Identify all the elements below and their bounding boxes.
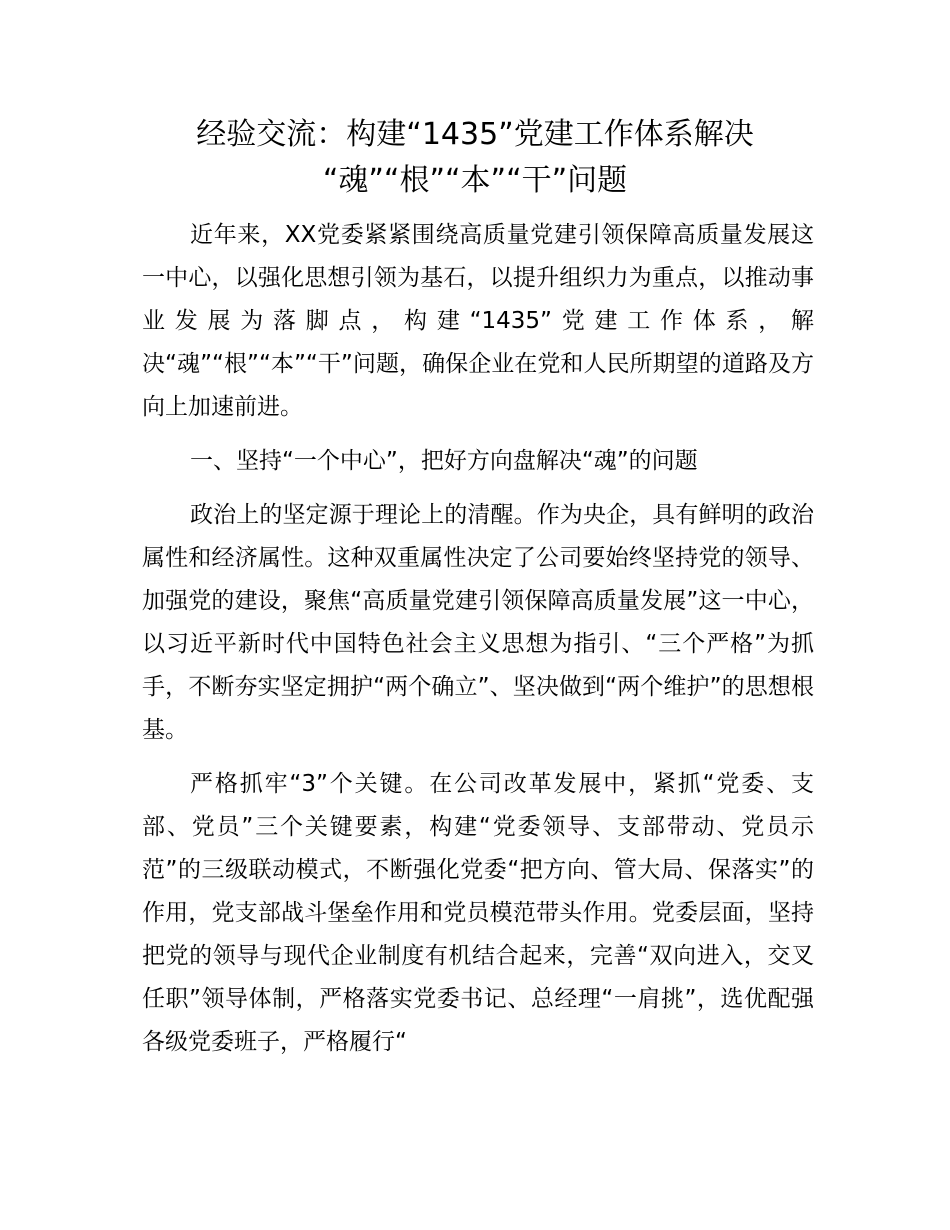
paragraph-intro: 近年来，XX党委紧紧围绕高质量党建引领保障高质量发展这一中心，以强化思想引领为基石，以提升组织力为重点，以推动事业发展为落脚点，构建“1435”党建工作体系，解决“魂”“根”“本”“干”问题，确保企业在党和人民所期望的道路及方向上加速前进。 <box>142 222 814 420</box>
title-line-1: 经验交流：构建“1435”党建工作体系解决 <box>196 117 754 152</box>
paragraph-three-keys: 严格抓牢“3”个关键。在公司改革发展中，紧抓“党委、支部、党员”三个关键要素，构建“党委领导、支部带动、党员示范”的三级联动模式，不断强化党委“把方向、管大局、保落实”的作用，党支部战斗堡垒作用和党员模范带头作用。党委层面，坚持把党的领导与现代企业制度有机结合起来，完善“双向进入，交叉任职”领导体制，严格落实党委书记、总经理“一肩挑”，选优配强各级党委班子，严格履行“ <box>142 771 814 1055</box>
document-title <box>60 112 890 204</box>
section-heading-1: 一、坚持“一个中心”，把好方向盘解决“魂”的问题 <box>190 448 698 474</box>
paragraph-political: 政治上的坚定源于理论上的清醒。作为央企，具有鲜明的政治属性和经济属性。这种双重属性决定了公司要始终坚持党的领导、加强党的建设，聚焦“高质量党建引领保障高质量发展”这一中心，以习近平新时代中国特色社会主义思想为指引、“三个严格”为抓手，不断夯实坚定拥护“两个确立”、坚决做到“两个维护”的思想根基。 <box>142 502 814 743</box>
document-body <box>142 214 814 1064</box>
title-line-2: “魂”“根”“本”“干”问题 <box>322 163 628 198</box>
